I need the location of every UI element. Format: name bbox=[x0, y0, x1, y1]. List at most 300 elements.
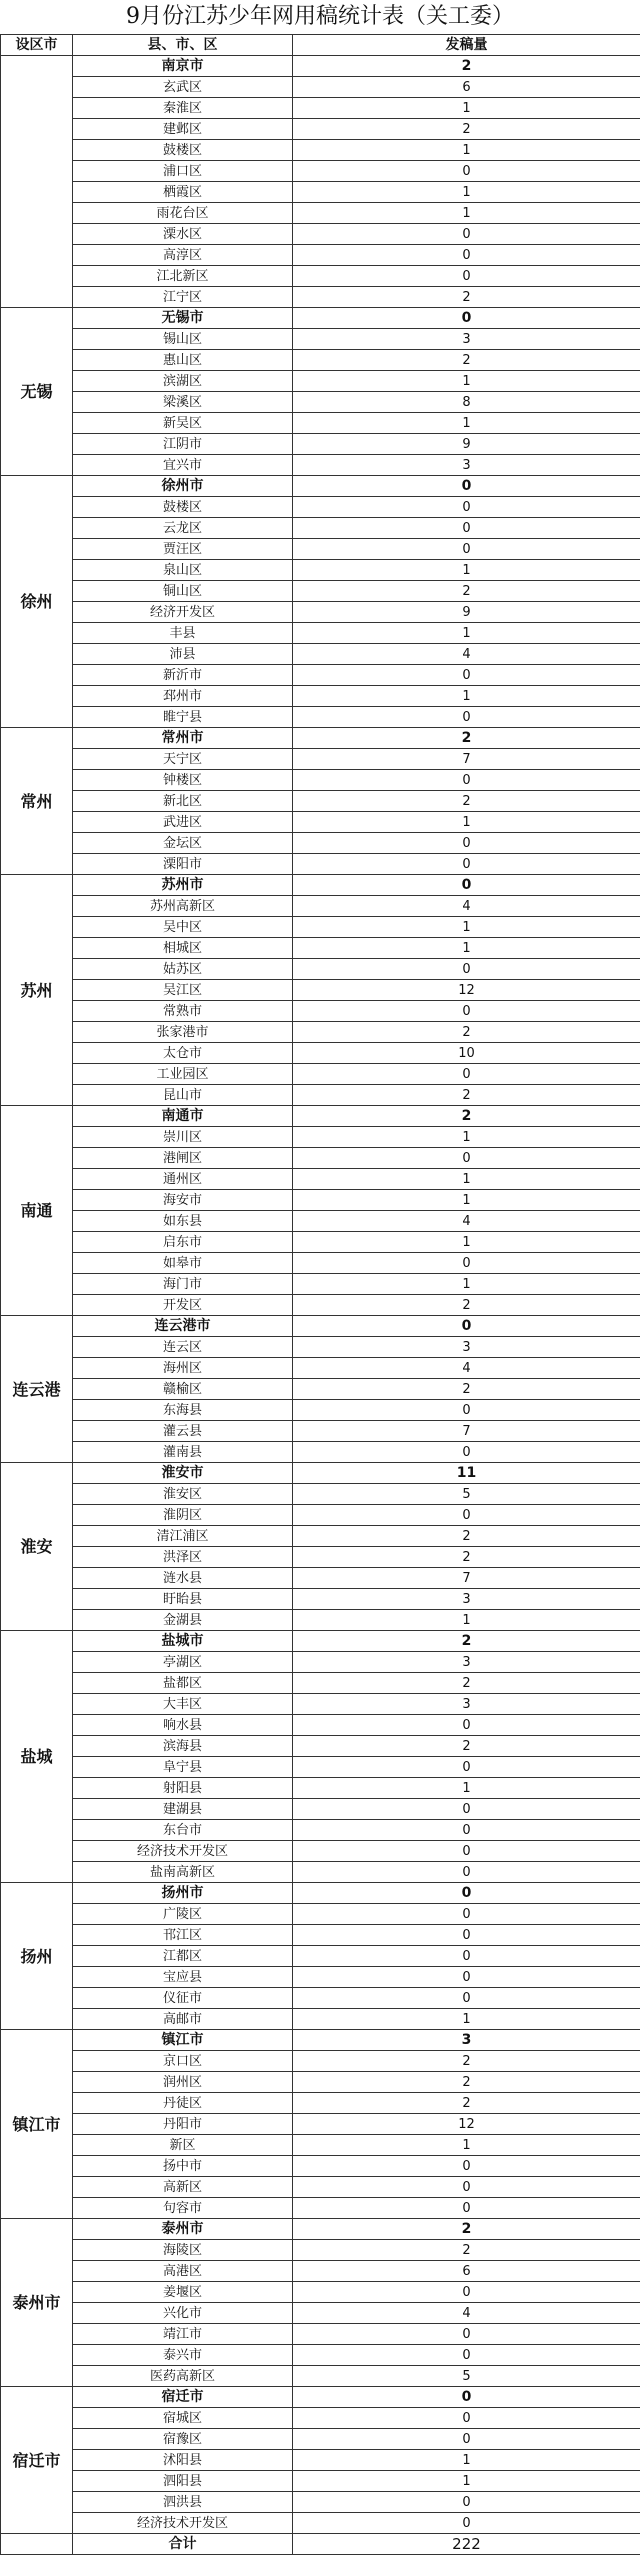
table-row bbox=[1, 2198, 640, 2219]
count-cell: 0 bbox=[293, 1400, 640, 1421]
district-cell: 盐城市 bbox=[73, 1631, 293, 1652]
table-row bbox=[1, 1568, 640, 1589]
district-cell: 泰兴市 bbox=[73, 2345, 293, 2366]
count-cell: 0 bbox=[293, 2429, 640, 2450]
count-cell: 5 bbox=[293, 2366, 640, 2387]
count-cell: 0 bbox=[293, 1862, 640, 1883]
district-cell: 高淳区 bbox=[73, 245, 293, 266]
table-row bbox=[1, 1421, 640, 1442]
count-cell: 1 bbox=[293, 1778, 640, 1799]
header-city: 设区市 bbox=[1, 35, 73, 56]
table-row bbox=[1, 1904, 640, 1925]
district-cell: 玄武区 bbox=[73, 77, 293, 98]
table-row bbox=[1, 1001, 640, 1022]
district-cell: 京口区 bbox=[73, 2051, 293, 2072]
district-cell: 栖霞区 bbox=[73, 182, 293, 203]
table-row bbox=[1, 1967, 640, 1988]
count-cell: 2 bbox=[293, 728, 640, 749]
district-cell: 涟水县 bbox=[73, 1568, 293, 1589]
district-cell: 通州区 bbox=[73, 1169, 293, 1190]
count-cell: 0 bbox=[293, 1715, 640, 1736]
district-cell: 金湖县 bbox=[73, 1610, 293, 1631]
table-row bbox=[1, 455, 640, 476]
count-cell: 5 bbox=[293, 1484, 640, 1505]
district-cell: 阜宁县 bbox=[73, 1757, 293, 1778]
count-cell: 0 bbox=[293, 2324, 640, 2345]
district-cell: 鼓楼区 bbox=[73, 497, 293, 518]
district-cell: 太仓市 bbox=[73, 1043, 293, 1064]
count-cell: 0 bbox=[293, 224, 640, 245]
district-cell: 云龙区 bbox=[73, 518, 293, 539]
count-cell: 0 bbox=[293, 2345, 640, 2366]
count-cell: 3 bbox=[293, 2030, 640, 2051]
count-cell: 2 bbox=[293, 2240, 640, 2261]
table-row bbox=[1, 665, 640, 686]
count-cell: 0 bbox=[293, 1841, 640, 1862]
table-row bbox=[1, 2450, 640, 2471]
city-total-row bbox=[1, 1631, 640, 1652]
count-cell: 0 bbox=[293, 1967, 640, 1988]
count-cell: 3 bbox=[293, 1589, 640, 1610]
table-row bbox=[1, 791, 640, 812]
count-cell: 0 bbox=[293, 1883, 640, 1904]
count-cell: 0 bbox=[293, 1904, 640, 1925]
table-row bbox=[1, 224, 640, 245]
table-row bbox=[1, 2240, 640, 2261]
count-cell: 0 bbox=[293, 1505, 640, 1526]
table-row bbox=[1, 413, 640, 434]
table-row bbox=[1, 1022, 640, 1043]
count-cell: 2 bbox=[293, 1673, 640, 1694]
table-row bbox=[1, 581, 640, 602]
count-cell: 0 bbox=[293, 308, 640, 329]
table-row bbox=[1, 2093, 640, 2114]
district-cell: 鼓楼区 bbox=[73, 140, 293, 161]
count-cell: 1 bbox=[293, 2009, 640, 2030]
count-cell: 4 bbox=[293, 1211, 640, 1232]
page-title: 9月份江苏少年网用稿统计表（关工委） bbox=[126, 4, 514, 29]
city-cell: 无锡 bbox=[1, 308, 73, 476]
count-cell: 0 bbox=[293, 770, 640, 791]
count-cell: 0 bbox=[293, 2387, 640, 2408]
table-row bbox=[1, 2114, 640, 2135]
table-row bbox=[1, 350, 640, 371]
table-row bbox=[1, 1379, 640, 1400]
count-cell: 1 bbox=[293, 1232, 640, 1253]
count-cell: 0 bbox=[293, 161, 640, 182]
table-body bbox=[1, 56, 640, 2555]
district-cell: 东台市 bbox=[73, 1820, 293, 1841]
table-row bbox=[1, 1232, 640, 1253]
district-cell: 灌云县 bbox=[73, 1421, 293, 1442]
table-row bbox=[1, 1169, 640, 1190]
district-cell: 新北区 bbox=[73, 791, 293, 812]
count-cell: 1 bbox=[293, 140, 640, 161]
count-cell: 0 bbox=[293, 1253, 640, 1274]
table-row bbox=[1, 854, 640, 875]
district-cell: 仪征市 bbox=[73, 1988, 293, 2009]
count-cell: 0 bbox=[293, 1442, 640, 1463]
district-cell: 铜山区 bbox=[73, 581, 293, 602]
table-row bbox=[1, 1736, 640, 1757]
district-cell: 惠山区 bbox=[73, 350, 293, 371]
district-cell: 吴江区 bbox=[73, 980, 293, 1001]
district-cell: 新区 bbox=[73, 2135, 293, 2156]
district-cell: 连云港市 bbox=[73, 1316, 293, 1337]
district-cell: 泉山区 bbox=[73, 560, 293, 581]
count-cell: 3 bbox=[293, 1694, 640, 1715]
count-cell: 0 bbox=[293, 833, 640, 854]
city-total-row bbox=[1, 1883, 640, 1904]
count-cell: 3 bbox=[293, 1652, 640, 1673]
count-cell: 0 bbox=[293, 2282, 640, 2303]
city-total-row bbox=[1, 1316, 640, 1337]
city-total-row bbox=[1, 56, 640, 77]
district-cell: 工业园区 bbox=[73, 1064, 293, 1085]
table-row bbox=[1, 2345, 640, 2366]
city-total-row bbox=[1, 875, 640, 896]
district-cell: 梁溪区 bbox=[73, 392, 293, 413]
district-cell: 海陵区 bbox=[73, 2240, 293, 2261]
count-cell: 0 bbox=[293, 1316, 640, 1337]
count-cell: 2 bbox=[293, 1547, 640, 1568]
district-cell: 海州区 bbox=[73, 1358, 293, 1379]
district-cell: 苏州高新区 bbox=[73, 896, 293, 917]
district-cell: 医药高新区 bbox=[73, 2366, 293, 2387]
table-row bbox=[1, 1589, 640, 1610]
count-cell: 0 bbox=[293, 1001, 640, 1022]
count-cell: 2 bbox=[293, 2051, 640, 2072]
count-cell: 1 bbox=[293, 1274, 640, 1295]
district-cell: 靖江市 bbox=[73, 2324, 293, 2345]
district-cell: 雨花台区 bbox=[73, 203, 293, 224]
count-cell: 0 bbox=[293, 2492, 640, 2513]
table-row bbox=[1, 203, 640, 224]
count-cell: 9 bbox=[293, 434, 640, 455]
district-cell: 苏州市 bbox=[73, 875, 293, 896]
district-cell: 建邺区 bbox=[73, 119, 293, 140]
table-row bbox=[1, 539, 640, 560]
count-cell: 0 bbox=[293, 497, 640, 518]
count-cell: 11 bbox=[293, 1463, 640, 1484]
table-row bbox=[1, 245, 640, 266]
table-row bbox=[1, 833, 640, 854]
city-total-row bbox=[1, 728, 640, 749]
district-cell: 锡山区 bbox=[73, 329, 293, 350]
district-cell: 连云区 bbox=[73, 1337, 293, 1358]
city-cell: 宿迁市 bbox=[1, 2387, 73, 2534]
district-cell: 秦淮区 bbox=[73, 98, 293, 119]
district-cell: 扬州市 bbox=[73, 1883, 293, 1904]
district-cell: 姑苏区 bbox=[73, 959, 293, 980]
district-cell: 海门市 bbox=[73, 1274, 293, 1295]
district-cell: 兴化市 bbox=[73, 2303, 293, 2324]
table-row bbox=[1, 1841, 640, 1862]
count-cell: 0 bbox=[293, 2513, 640, 2534]
table-row bbox=[1, 1505, 640, 1526]
table-row bbox=[1, 2051, 640, 2072]
count-cell: 4 bbox=[293, 644, 640, 665]
table-row bbox=[1, 98, 640, 119]
district-cell: 高邮市 bbox=[73, 2009, 293, 2030]
total-label: 合计 bbox=[73, 2534, 293, 2555]
district-cell: 泰州市 bbox=[73, 2219, 293, 2240]
count-cell: 1 bbox=[293, 686, 640, 707]
table-row bbox=[1, 2282, 640, 2303]
district-cell: 金坛区 bbox=[73, 833, 293, 854]
table-row bbox=[1, 749, 640, 770]
district-cell: 徐州市 bbox=[73, 476, 293, 497]
district-cell: 浦口区 bbox=[73, 161, 293, 182]
district-cell: 武进区 bbox=[73, 812, 293, 833]
count-cell: 2 bbox=[293, 1736, 640, 1757]
count-cell: 12 bbox=[293, 2114, 640, 2135]
city-cell: 镇江市 bbox=[1, 2030, 73, 2219]
table-row bbox=[1, 1862, 640, 1883]
table-row bbox=[1, 1925, 640, 1946]
district-cell: 溧水区 bbox=[73, 224, 293, 245]
count-cell: 0 bbox=[293, 1148, 640, 1169]
table-row bbox=[1, 1337, 640, 1358]
district-cell: 扬中市 bbox=[73, 2156, 293, 2177]
count-cell: 2 bbox=[293, 1085, 640, 1106]
table-row bbox=[1, 1820, 640, 1841]
district-cell: 泗阳县 bbox=[73, 2471, 293, 2492]
table-row bbox=[1, 1988, 640, 2009]
count-cell: 1 bbox=[293, 917, 640, 938]
city-cell: 苏州 bbox=[1, 875, 73, 1106]
count-cell: 2 bbox=[293, 581, 640, 602]
count-cell: 4 bbox=[293, 2303, 640, 2324]
city-cell: 淮安 bbox=[1, 1463, 73, 1631]
count-cell: 1 bbox=[293, 203, 640, 224]
district-cell: 相城区 bbox=[73, 938, 293, 959]
table-row bbox=[1, 812, 640, 833]
count-cell: 1 bbox=[293, 560, 640, 581]
district-cell: 吴中区 bbox=[73, 917, 293, 938]
count-cell: 2 bbox=[293, 1295, 640, 1316]
district-cell: 建湖县 bbox=[73, 1799, 293, 1820]
table-row bbox=[1, 560, 640, 581]
count-cell: 0 bbox=[293, 1064, 640, 1085]
district-cell: 溧阳市 bbox=[73, 854, 293, 875]
count-cell: 2 bbox=[293, 791, 640, 812]
table-row bbox=[1, 1253, 640, 1274]
table-row bbox=[1, 1484, 640, 1505]
count-cell: 1 bbox=[293, 1190, 640, 1211]
count-cell: 2 bbox=[293, 1631, 640, 1652]
district-cell: 昆山市 bbox=[73, 1085, 293, 1106]
table-row bbox=[1, 2366, 640, 2387]
district-cell: 东海县 bbox=[73, 1400, 293, 1421]
table-row bbox=[1, 371, 640, 392]
count-cell: 4 bbox=[293, 896, 640, 917]
total-row bbox=[1, 2534, 640, 2555]
district-cell: 崇川区 bbox=[73, 1127, 293, 1148]
count-cell: 0 bbox=[293, 1988, 640, 2009]
table-row bbox=[1, 77, 640, 98]
table-row bbox=[1, 2009, 640, 2030]
table-row bbox=[1, 1442, 640, 1463]
table-row bbox=[1, 1715, 640, 1736]
count-cell: 4 bbox=[293, 1358, 640, 1379]
count-cell: 6 bbox=[293, 77, 640, 98]
table-header-row bbox=[1, 35, 640, 56]
count-cell: 0 bbox=[293, 1799, 640, 1820]
district-cell: 如皋市 bbox=[73, 1253, 293, 1274]
district-cell: 常州市 bbox=[73, 728, 293, 749]
district-cell: 淮安区 bbox=[73, 1484, 293, 1505]
district-cell: 姜堰区 bbox=[73, 2282, 293, 2303]
table-row bbox=[1, 2471, 640, 2492]
table-row bbox=[1, 1295, 640, 1316]
table-row bbox=[1, 1946, 640, 1967]
city-cell: 泰州市 bbox=[1, 2219, 73, 2387]
table-row bbox=[1, 1694, 640, 1715]
city-total-row bbox=[1, 1463, 640, 1484]
city-cell: 常州 bbox=[1, 728, 73, 875]
table-row bbox=[1, 644, 640, 665]
district-cell: 宜兴市 bbox=[73, 455, 293, 476]
count-cell: 2 bbox=[293, 2219, 640, 2240]
district-cell: 赣榆区 bbox=[73, 1379, 293, 1400]
count-cell: 12 bbox=[293, 980, 640, 1001]
district-cell: 江阴市 bbox=[73, 434, 293, 455]
district-cell: 经济技术开发区 bbox=[73, 2513, 293, 2534]
count-cell: 1 bbox=[293, 413, 640, 434]
table-row bbox=[1, 1274, 640, 1295]
district-cell: 淮安市 bbox=[73, 1463, 293, 1484]
table-row bbox=[1, 623, 640, 644]
count-cell: 8 bbox=[293, 392, 640, 413]
count-cell: 1 bbox=[293, 1127, 640, 1148]
count-cell: 0 bbox=[293, 959, 640, 980]
table-row bbox=[1, 1085, 640, 1106]
count-cell: 1 bbox=[293, 98, 640, 119]
count-cell: 1 bbox=[293, 2450, 640, 2471]
count-cell: 1 bbox=[293, 2135, 640, 2156]
stats-table bbox=[0, 34, 640, 2555]
table-row bbox=[1, 707, 640, 728]
count-cell: 10 bbox=[293, 1043, 640, 1064]
count-cell: 2 bbox=[293, 2072, 640, 2093]
district-cell: 港闸区 bbox=[73, 1148, 293, 1169]
table-row bbox=[1, 1757, 640, 1778]
table-row bbox=[1, 2324, 640, 2345]
count-cell: 1 bbox=[293, 182, 640, 203]
city-total-row bbox=[1, 1106, 640, 1127]
district-cell: 经济技术开发区 bbox=[73, 1841, 293, 1862]
district-cell: 南京市 bbox=[73, 56, 293, 77]
table-row bbox=[1, 1043, 640, 1064]
district-cell: 新吴区 bbox=[73, 413, 293, 434]
count-cell: 1 bbox=[293, 812, 640, 833]
count-cell: 0 bbox=[293, 539, 640, 560]
table-row bbox=[1, 1799, 640, 1820]
district-cell: 镇江市 bbox=[73, 2030, 293, 2051]
table-row bbox=[1, 2429, 640, 2450]
district-cell: 洪泽区 bbox=[73, 1547, 293, 1568]
district-cell: 丹阳市 bbox=[73, 2114, 293, 2135]
table-row bbox=[1, 2303, 640, 2324]
count-cell: 3 bbox=[293, 1337, 640, 1358]
count-cell: 0 bbox=[293, 245, 640, 266]
district-cell: 无锡市 bbox=[73, 308, 293, 329]
district-cell: 句容市 bbox=[73, 2198, 293, 2219]
count-cell: 0 bbox=[293, 875, 640, 896]
district-cell: 大丰区 bbox=[73, 1694, 293, 1715]
district-cell: 丰县 bbox=[73, 623, 293, 644]
table-row bbox=[1, 1610, 640, 1631]
count-cell: 0 bbox=[293, 476, 640, 497]
total-city-cell bbox=[1, 2534, 73, 2555]
table-row bbox=[1, 1673, 640, 1694]
district-cell: 滨湖区 bbox=[73, 371, 293, 392]
count-cell: 0 bbox=[293, 665, 640, 686]
count-cell: 0 bbox=[293, 1757, 640, 1778]
city-cell: 连云港 bbox=[1, 1316, 73, 1463]
district-cell: 经济开发区 bbox=[73, 602, 293, 623]
table-row bbox=[1, 1652, 640, 1673]
table-row bbox=[1, 182, 640, 203]
district-cell: 广陵区 bbox=[73, 1904, 293, 1925]
district-cell: 盐南高新区 bbox=[73, 1862, 293, 1883]
table-row bbox=[1, 1127, 640, 1148]
count-cell: 2 bbox=[293, 56, 640, 77]
district-cell: 宿迁市 bbox=[73, 2387, 293, 2408]
district-cell: 启东市 bbox=[73, 1232, 293, 1253]
count-cell: 0 bbox=[293, 266, 640, 287]
count-cell: 0 bbox=[293, 2177, 640, 2198]
count-cell: 2 bbox=[293, 119, 640, 140]
city-total-row bbox=[1, 2030, 640, 2051]
district-cell: 盐都区 bbox=[73, 1673, 293, 1694]
district-cell: 如东县 bbox=[73, 1211, 293, 1232]
count-cell: 2 bbox=[293, 2093, 640, 2114]
table-row bbox=[1, 2177, 640, 2198]
district-cell: 宝应县 bbox=[73, 1967, 293, 1988]
district-cell: 钟楼区 bbox=[73, 770, 293, 791]
district-cell: 邳州市 bbox=[73, 686, 293, 707]
table-row bbox=[1, 1148, 640, 1169]
count-cell: 0 bbox=[293, 1820, 640, 1841]
table-row bbox=[1, 1547, 640, 1568]
district-cell: 开发区 bbox=[73, 1295, 293, 1316]
district-cell: 睢宁县 bbox=[73, 707, 293, 728]
table-row bbox=[1, 686, 640, 707]
table-row bbox=[1, 518, 640, 539]
header-count: 发稿量 bbox=[293, 35, 640, 56]
count-cell: 7 bbox=[293, 1421, 640, 1442]
table-row bbox=[1, 602, 640, 623]
table-row bbox=[1, 2156, 640, 2177]
district-cell: 南通市 bbox=[73, 1106, 293, 1127]
count-cell: 3 bbox=[293, 329, 640, 350]
district-cell: 宿豫区 bbox=[73, 2429, 293, 2450]
district-cell: 亭湖区 bbox=[73, 1652, 293, 1673]
count-cell: 0 bbox=[293, 2198, 640, 2219]
table-row bbox=[1, 1190, 640, 1211]
count-cell: 0 bbox=[293, 518, 640, 539]
table-row bbox=[1, 1064, 640, 1085]
table-row bbox=[1, 1526, 640, 1547]
table-row bbox=[1, 2072, 640, 2093]
district-cell: 响水县 bbox=[73, 1715, 293, 1736]
district-cell: 海安市 bbox=[73, 1190, 293, 1211]
count-cell: 0 bbox=[293, 1946, 640, 1967]
district-cell: 天宁区 bbox=[73, 749, 293, 770]
district-cell: 沭阳县 bbox=[73, 2450, 293, 2471]
